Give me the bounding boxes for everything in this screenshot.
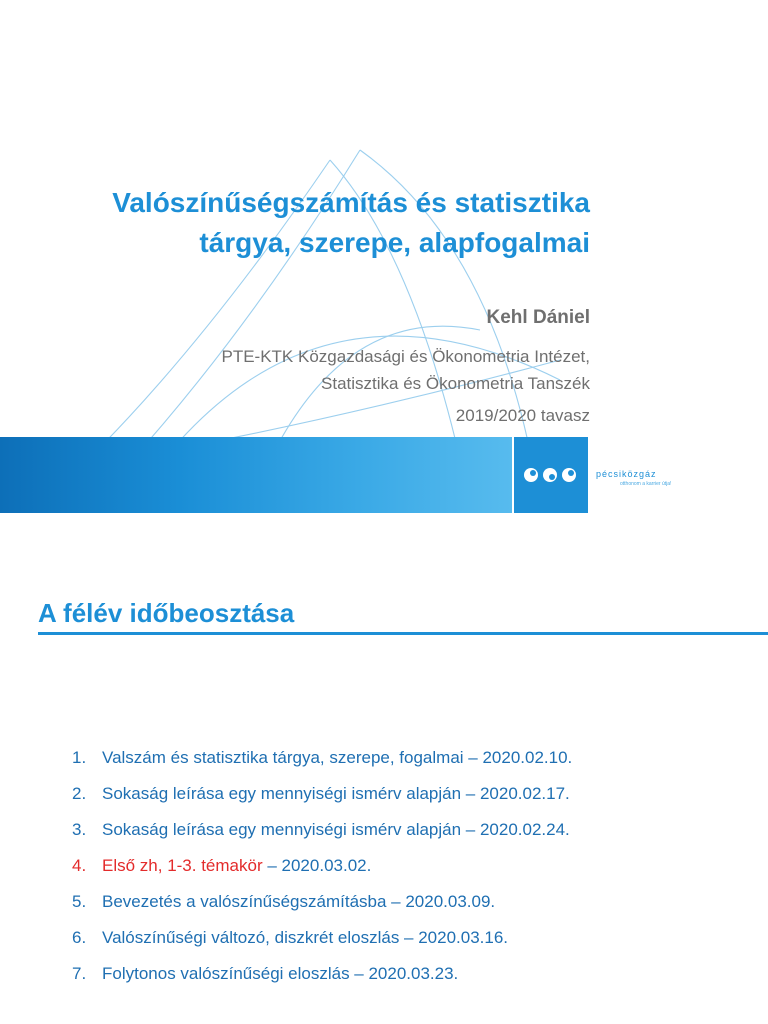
item-number: 3. <box>72 820 87 839</box>
item-number: 2. <box>72 784 87 803</box>
item-date: – 2020.03.23. <box>349 964 459 983</box>
title-line-2: tárgya, szerepe, alapfogalmai <box>199 227 590 258</box>
item-text: Valószínűségi változó, diszkrét eloszlás <box>102 928 400 947</box>
logo-tagline: otthonom a karrier útja! <box>620 481 672 487</box>
logo-dots-icon <box>522 465 580 485</box>
list-item <box>72 812 572 848</box>
item-text: Sokaság leírása egy mennyiségi ismérv alapján <box>102 820 462 839</box>
list-item <box>72 920 572 956</box>
item-number: 6. <box>72 928 87 947</box>
blue-band <box>0 437 512 513</box>
logo-box <box>514 437 588 513</box>
item-date: – 2020.03.02. <box>262 856 372 875</box>
heading-divider <box>38 632 768 635</box>
item-number: 5. <box>72 892 87 911</box>
item-date: – 2020.03.16. <box>399 928 509 947</box>
author-name: Kehl Dániel <box>486 307 590 328</box>
item-date: – 2020.02.24. <box>461 820 570 839</box>
item-text: Bevezetés a valószínűségszámításba <box>102 892 387 911</box>
list-item <box>72 776 572 812</box>
item-number: 4. <box>72 856 87 875</box>
item-text: Valszám és statisztika tárgya, szerepe, fogalmai <box>102 748 464 767</box>
title-line-1: Valószínűségszámítás és statisztika <box>112 187 590 218</box>
presentation-title <box>30 183 590 263</box>
institution <box>221 343 590 397</box>
term-label: 2019/2020 tavasz <box>455 406 590 425</box>
item-date: – 2020.03.09. <box>386 892 496 911</box>
institution-line-1: PTE-KTK Közgazdasági és Ökonometria Intézet, <box>221 347 590 366</box>
schedule-list <box>72 740 572 992</box>
item-text: Első zh, 1-3. témakör <box>102 856 263 875</box>
item-date: – 2020.02.10. <box>463 748 573 767</box>
slide-heading: A félév időbeosztása <box>38 598 295 628</box>
item-number: 7. <box>72 964 87 983</box>
list-item <box>72 956 572 992</box>
logo-wordmark: pécsiközgáz <box>596 469 657 479</box>
item-number: 1. <box>72 748 87 767</box>
list-item <box>72 884 572 920</box>
schedule-slide <box>0 570 768 1024</box>
item-text: Folytonos valószínűségi eloszlás <box>102 964 350 983</box>
institution-line-2: Statisztika és Ökonometria Tanszék <box>321 374 590 393</box>
list-item-highlighted <box>72 848 572 884</box>
item-date: – 2020.02.17. <box>461 784 570 803</box>
item-text: Sokaság leírása egy mennyiségi ismérv alapján <box>102 784 462 803</box>
list-item <box>72 740 572 776</box>
